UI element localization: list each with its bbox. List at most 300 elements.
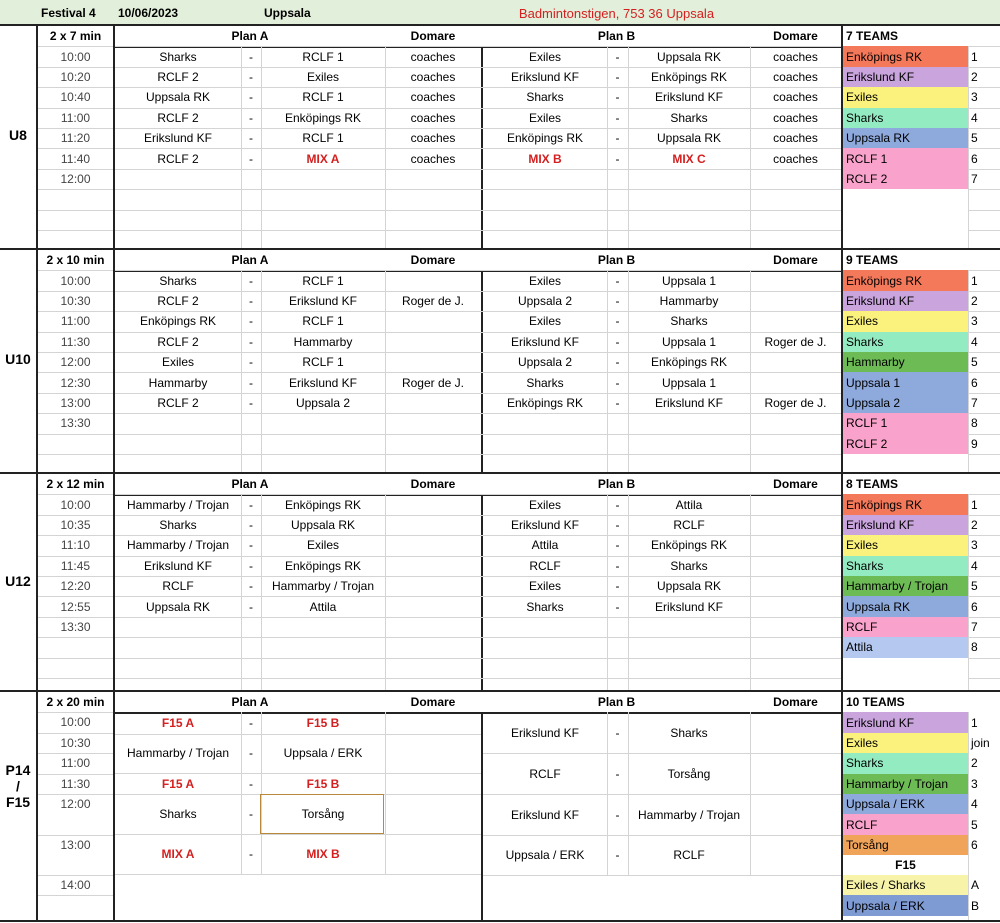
teams-title[interactable]: 9 TEAMS xyxy=(846,253,899,268)
team-name-6[interactable]: Uppsala 2 xyxy=(843,393,968,413)
plan-a-home[interactable]: Sharks xyxy=(159,49,197,64)
plan-a-separator[interactable]: - xyxy=(249,847,253,861)
team-name-5[interactable]: Uppsala 1 xyxy=(843,372,968,392)
plan-a-away[interactable]: Hammarby xyxy=(293,334,353,349)
plan-b-separator[interactable]: - xyxy=(615,807,620,822)
team-name-2[interactable]: Exiles xyxy=(843,535,968,555)
plan-a-separator[interactable]: - xyxy=(249,90,253,105)
plan-a-separator[interactable]: - xyxy=(249,375,253,390)
plan-a-separator[interactable]: - xyxy=(249,273,253,288)
plan-a-referee[interactable] xyxy=(385,556,481,576)
team-name-5[interactable]: RCLF xyxy=(843,814,968,834)
plan-a-separator[interactable]: - xyxy=(249,131,253,146)
match-time[interactable]: 12:55 xyxy=(60,599,91,614)
plan-a-separator[interactable]: - xyxy=(249,395,253,410)
match-time[interactable]: 13:00 xyxy=(60,838,91,853)
plan-b-referee[interactable]: coaches xyxy=(773,110,818,125)
plan-b-home[interactable]: RCLF xyxy=(529,766,561,781)
plan-a-separator[interactable]: - xyxy=(249,538,253,553)
plan-b-home[interactable]: Erikslund KF xyxy=(510,517,580,532)
plan-a-referee[interactable] xyxy=(385,332,481,352)
plan-a-home[interactable]: Sharks xyxy=(159,517,197,532)
plan-b-away[interactable]: Erikslund KF xyxy=(654,395,724,410)
team-name-4[interactable]: Uppsala RK xyxy=(843,128,968,148)
plan-a-referee[interactable]: coaches xyxy=(410,110,456,125)
team-number-1[interactable]: join xyxy=(971,735,990,750)
plan-b-home[interactable]: Attila xyxy=(531,538,559,553)
plan-b-home[interactable]: Exiles xyxy=(528,314,561,329)
team-name-3[interactable]: Sharks xyxy=(843,556,968,576)
plan-b-separator[interactable]: - xyxy=(615,599,620,614)
plan-a-home[interactable]: Hammarby xyxy=(148,375,208,390)
team-number-1[interactable]: 2 xyxy=(971,69,978,84)
plan-b-separator[interactable]: - xyxy=(615,395,620,410)
plan-b-away[interactable]: Hammarby xyxy=(659,293,719,308)
plan-b-separator[interactable]: - xyxy=(615,538,620,553)
teams-title[interactable]: 10 TEAMS xyxy=(846,695,905,710)
match-time[interactable]: 13:30 xyxy=(60,416,91,431)
plan-a-away[interactable]: Uppsala RK xyxy=(290,517,356,532)
plan-a-away[interactable]: Enköpings RK xyxy=(284,110,362,125)
plan-b-home[interactable]: Sharks xyxy=(526,90,564,105)
plan-a-home[interactable]: RCLF 2 xyxy=(157,69,199,84)
team-name-1[interactable]: Erikslund KF xyxy=(843,67,968,87)
plan-b-away[interactable]: Uppsala 1 xyxy=(661,375,717,390)
plan-b-away[interactable]: Enköpings RK xyxy=(650,538,728,553)
plan-a-separator[interactable]: - xyxy=(249,746,253,760)
team-name-0[interactable]: Enköpings RK xyxy=(843,46,968,66)
plan-b-separator[interactable]: - xyxy=(615,847,620,862)
plan-a-separator[interactable]: - xyxy=(249,355,253,370)
team-number-4[interactable]: 5 xyxy=(971,579,978,594)
plan-b-away[interactable]: Uppsala RK xyxy=(656,131,722,146)
match-time[interactable]: 10:35 xyxy=(60,517,91,532)
plan-a-away[interactable]: RCLF 1 xyxy=(302,273,344,288)
plan-b-home[interactable]: Sharks xyxy=(526,375,564,390)
plan-a-header[interactable]: Plan A xyxy=(231,695,269,710)
section-name[interactable]: U8 xyxy=(9,127,27,143)
team-number-2[interactable]: 2 xyxy=(971,756,978,771)
f15-team-number-1[interactable]: B xyxy=(971,898,980,913)
plan-b-separator[interactable]: - xyxy=(615,293,620,308)
plan-b-home[interactable]: Exiles xyxy=(528,49,561,64)
plan-a-referee[interactable]: coaches xyxy=(410,131,456,146)
team-number-5[interactable]: 6 xyxy=(971,151,978,166)
plan-b-home[interactable]: Uppsala 2 xyxy=(517,293,573,308)
f15-team-number-0[interactable]: A xyxy=(971,878,980,893)
plan-a-referee[interactable] xyxy=(385,393,481,413)
match-time[interactable]: 11:30 xyxy=(60,334,91,349)
plan-b-away[interactable]: RCLF xyxy=(673,847,705,862)
plan-a-separator[interactable]: - xyxy=(249,716,253,730)
team-number-5[interactable]: 5 xyxy=(971,817,978,832)
plan-a-referee[interactable] xyxy=(385,270,481,290)
plan-a-header[interactable]: Plan A xyxy=(231,29,269,44)
plan-a-away[interactable]: Exiles xyxy=(306,69,339,84)
plan-b-away[interactable]: RCLF xyxy=(673,517,705,532)
match-time[interactable]: 10:00 xyxy=(60,49,91,64)
plan-a-away[interactable]: Attila xyxy=(309,599,337,614)
team-name-0[interactable]: Enköpings RK xyxy=(843,494,968,514)
match-time[interactable]: 12:00 xyxy=(60,355,91,370)
plan-b-away[interactable]: Enköpings RK xyxy=(650,355,728,370)
plan-a-separator[interactable]: - xyxy=(249,151,253,166)
section-format[interactable]: 2 x 7 min xyxy=(49,29,102,44)
plan-a-away[interactable]: RCLF 1 xyxy=(302,49,344,64)
team-name-6[interactable]: RCLF 2 xyxy=(843,169,968,189)
plan-a-home[interactable]: Hammarby / Trojan xyxy=(126,746,230,760)
plan-b-away[interactable]: Sharks xyxy=(670,110,708,125)
plan-b-referee[interactable] xyxy=(750,596,841,616)
plan-b-separator[interactable]: - xyxy=(615,725,620,740)
plan-a-separator[interactable]: - xyxy=(249,807,253,821)
f15-team-name-1[interactable]: Uppsala / ERK xyxy=(843,895,968,915)
team-number-2[interactable]: 3 xyxy=(971,314,978,329)
team-name-3[interactable]: Hammarby / Trojan xyxy=(843,774,968,794)
plan-b-separator[interactable]: - xyxy=(615,375,620,390)
plan-b-home[interactable]: Enköpings RK xyxy=(506,395,584,410)
plan-b-header[interactable]: Plan B xyxy=(597,253,636,268)
team-number-3[interactable]: 4 xyxy=(971,334,978,349)
plan-a-separator[interactable]: - xyxy=(249,110,253,125)
team-number-8[interactable]: 9 xyxy=(971,436,978,451)
plan-b-referee[interactable] xyxy=(750,372,841,392)
plan-a-home[interactable]: Erikslund KF xyxy=(143,131,213,146)
plan-b-home[interactable]: Erikslund KF xyxy=(510,69,580,84)
match-time[interactable]: 10:30 xyxy=(60,293,91,308)
plan-b-separator[interactable]: - xyxy=(615,579,620,594)
section-format[interactable]: 2 x 12 min xyxy=(46,477,105,492)
plan-a-separator[interactable]: - xyxy=(249,517,253,532)
plan-a-referee[interactable]: coaches xyxy=(410,49,456,64)
plan-b-home[interactable]: Exiles xyxy=(528,110,561,125)
plan-b-separator[interactable]: - xyxy=(615,517,620,532)
domare-a-header[interactable]: Domare xyxy=(410,29,456,44)
team-name-6[interactable]: RCLF xyxy=(843,617,968,637)
match-time[interactable]: 10:20 xyxy=(60,69,91,84)
plan-a-home[interactable]: RCLF 2 xyxy=(157,110,199,125)
plan-b-separator[interactable]: - xyxy=(615,497,620,512)
team-number-2[interactable]: 3 xyxy=(971,90,978,105)
team-name-7[interactable]: RCLF 1 xyxy=(843,413,968,433)
team-name-6[interactable]: Torsång xyxy=(843,835,968,855)
plan-b-separator[interactable]: - xyxy=(615,90,620,105)
plan-a-separator[interactable]: - xyxy=(249,777,253,791)
plan-a-home[interactable]: Erikslund KF xyxy=(143,558,213,573)
plan-b-referee[interactable] xyxy=(750,352,841,372)
plan-a-separator[interactable]: - xyxy=(249,497,253,512)
plan-b-home[interactable]: Erikslund KF xyxy=(510,334,580,349)
plan-b-referee[interactable]: coaches xyxy=(773,69,818,84)
plan-a-home[interactable]: Enköpings RK xyxy=(139,314,217,329)
plan-b-referee[interactable] xyxy=(750,556,841,576)
team-number-0[interactable]: 1 xyxy=(971,497,978,512)
teams-title[interactable]: 7 TEAMS xyxy=(846,29,899,44)
plan-a-referee[interactable]: coaches xyxy=(410,90,456,105)
plan-b-referee[interactable]: Roger de J. xyxy=(764,395,827,410)
plan-b-referee[interactable] xyxy=(750,494,841,514)
section-name[interactable]: U12 xyxy=(5,573,31,589)
plan-a-referee[interactable]: Roger de J. xyxy=(401,293,465,308)
match-time[interactable]: 10:30 xyxy=(60,736,91,751)
team-number-4[interactable]: 4 xyxy=(971,797,978,812)
team-number-3[interactable]: 3 xyxy=(971,776,978,791)
plan-b-away[interactable]: Uppsala RK xyxy=(656,49,722,64)
match-time[interactable]: 10:00 xyxy=(60,715,91,730)
plan-a-home[interactable]: RCLF 2 xyxy=(157,151,199,166)
plan-b-separator[interactable]: - xyxy=(615,334,620,349)
plan-b-referee[interactable]: Roger de J. xyxy=(764,334,827,349)
match-time[interactable]: 12:20 xyxy=(60,579,91,594)
plan-a-referee[interactable] xyxy=(385,352,481,372)
team-name-3[interactable]: Sharks xyxy=(843,108,968,128)
plan-a-referee[interactable] xyxy=(385,576,481,596)
domare-b-header[interactable]: Domare xyxy=(773,695,818,710)
match-time[interactable]: 11:40 xyxy=(60,151,91,166)
match-time[interactable]: 11:10 xyxy=(60,538,91,553)
plan-b-separator[interactable]: - xyxy=(615,558,620,573)
plan-b-header[interactable]: Plan B xyxy=(597,29,636,44)
plan-b-referee[interactable] xyxy=(750,515,841,535)
plan-a-home[interactable]: RCLF xyxy=(162,579,194,594)
plan-a-home[interactable]: Sharks xyxy=(159,807,197,821)
plan-a-home[interactable]: Exiles xyxy=(161,355,194,370)
domare-b-header[interactable]: Domare xyxy=(773,253,818,268)
team-name-0[interactable]: Erikslund KF xyxy=(843,712,968,732)
match-time[interactable]: 10:00 xyxy=(60,497,91,512)
domare-a-header[interactable]: Domare xyxy=(410,695,456,710)
plan-a-away[interactable]: Erikslund KF xyxy=(288,375,358,390)
plan-a-away[interactable]: Hammarby / Trojan xyxy=(271,579,375,594)
match-time[interactable]: 11:20 xyxy=(60,131,91,146)
plan-b-home[interactable]: RCLF xyxy=(529,558,561,573)
plan-b-away[interactable]: Sharks xyxy=(670,314,708,329)
plan-b-away[interactable]: MIX C xyxy=(672,151,706,166)
plan-b-home[interactable]: Erikslund KF xyxy=(510,807,580,822)
match-time[interactable]: 14:00 xyxy=(60,878,91,893)
plan-a-home[interactable]: Uppsala RK xyxy=(145,599,211,614)
team-name-7[interactable]: Attila xyxy=(843,637,968,657)
plan-a-home[interactable]: F15 A xyxy=(161,716,195,730)
plan-a-away[interactable]: Uppsala / ERK xyxy=(283,746,363,760)
plan-b-referee[interactable]: coaches xyxy=(773,131,818,146)
team-name-0[interactable]: Enköpings RK xyxy=(843,270,968,290)
plan-b-referee[interactable] xyxy=(750,270,841,290)
plan-b-away[interactable]: Hammarby / Trojan xyxy=(637,807,741,822)
plan-a-away[interactable]: F15 B xyxy=(306,716,340,730)
plan-a-home[interactable]: Hammarby / Trojan xyxy=(126,497,230,512)
match-time[interactable]: 13:30 xyxy=(60,619,91,634)
plan-a-away[interactable]: Enköpings RK xyxy=(284,558,362,573)
plan-a-home[interactable]: F15 A xyxy=(161,777,195,791)
team-number-3[interactable]: 4 xyxy=(971,558,978,573)
plan-a-separator[interactable]: - xyxy=(249,599,253,614)
plan-b-away[interactable]: Uppsala RK xyxy=(656,579,722,594)
plan-b-home[interactable]: Exiles xyxy=(528,273,561,288)
section-format[interactable]: 2 x 10 min xyxy=(46,253,105,268)
team-name-4[interactable]: Hammarby xyxy=(843,352,968,372)
plan-b-separator[interactable]: - xyxy=(615,69,620,84)
plan-a-referee[interactable]: coaches xyxy=(410,151,456,166)
plan-a-home[interactable]: Sharks xyxy=(159,273,197,288)
team-number-4[interactable]: 5 xyxy=(971,131,978,146)
section-format[interactable]: 2 x 20 min xyxy=(46,695,105,710)
plan-b-away[interactable]: Torsång xyxy=(667,766,711,781)
plan-b-away[interactable]: Erikslund KF xyxy=(654,599,724,614)
plan-a-separator[interactable]: - xyxy=(249,69,253,84)
domare-a-header[interactable]: Domare xyxy=(410,253,456,268)
plan-b-referee[interactable]: coaches xyxy=(773,90,818,105)
plan-a-home[interactable]: MIX A xyxy=(161,847,195,861)
plan-a-away[interactable]: RCLF 1 xyxy=(302,131,344,146)
match-time[interactable]: 11:30 xyxy=(60,777,91,792)
team-number-1[interactable]: 2 xyxy=(971,293,978,308)
plan-a-away[interactable]: MIX B xyxy=(306,847,340,861)
plan-a-separator[interactable]: - xyxy=(249,314,253,329)
plan-a-referee[interactable] xyxy=(385,515,481,535)
address-label[interactable]: Badmintonstigen, 753 36 Uppsala xyxy=(518,5,715,21)
plan-b-separator[interactable]: - xyxy=(615,314,620,329)
team-number-4[interactable]: 5 xyxy=(971,355,978,370)
match-time[interactable]: 12:00 xyxy=(60,797,91,812)
team-name-5[interactable]: Uppsala RK xyxy=(843,596,968,616)
plan-a-away[interactable]: RCLF 1 xyxy=(302,355,344,370)
team-name-8[interactable]: RCLF 2 xyxy=(843,434,968,454)
plan-b-away[interactable]: Sharks xyxy=(670,725,708,740)
team-number-6[interactable]: 7 xyxy=(971,171,978,186)
teams-title[interactable]: 8 TEAMS xyxy=(846,477,899,492)
domare-b-header[interactable]: Domare xyxy=(773,29,818,44)
f15-title[interactable]: F15 xyxy=(895,858,916,872)
plan-b-separator[interactable]: - xyxy=(615,131,620,146)
team-number-2[interactable]: 3 xyxy=(971,538,978,553)
plan-b-home[interactable]: MIX B xyxy=(528,151,562,166)
plan-a-away[interactable]: MIX A xyxy=(306,151,340,166)
plan-a-home[interactable]: Hammarby / Trojan xyxy=(126,538,230,553)
match-time[interactable]: 11:00 xyxy=(60,756,91,771)
team-name-4[interactable]: Uppsala / ERK xyxy=(843,794,968,814)
plan-b-home[interactable]: Enköpings RK xyxy=(506,131,584,146)
f15-team-name-0[interactable]: Exiles / Sharks xyxy=(843,875,968,895)
team-name-2[interactable]: Exiles xyxy=(843,87,968,107)
team-number-3[interactable]: 4 xyxy=(971,110,978,125)
plan-b-separator[interactable]: - xyxy=(615,151,620,166)
plan-a-header[interactable]: Plan A xyxy=(231,253,269,268)
plan-a-away[interactable]: Torsång xyxy=(301,807,345,821)
plan-b-away[interactable]: Enköpings RK xyxy=(650,69,728,84)
plan-b-home[interactable]: Exiles xyxy=(528,497,561,512)
team-number-5[interactable]: 6 xyxy=(971,375,978,390)
plan-a-separator[interactable]: - xyxy=(249,334,253,349)
team-name-1[interactable]: Erikslund KF xyxy=(843,291,968,311)
section-name[interactable]: U10 xyxy=(5,351,31,367)
plan-b-home[interactable]: Sharks xyxy=(526,599,564,614)
plan-b-separator[interactable]: - xyxy=(615,273,620,288)
plan-b-away[interactable]: Erikslund KF xyxy=(654,90,724,105)
team-number-0[interactable]: 1 xyxy=(971,715,978,730)
plan-a-separator[interactable]: - xyxy=(249,49,253,64)
plan-a-header[interactable]: Plan A xyxy=(231,477,269,492)
plan-a-referee[interactable] xyxy=(385,596,481,616)
domare-a-header[interactable]: Domare xyxy=(410,477,456,492)
plan-b-referee[interactable] xyxy=(750,291,841,311)
plan-a-home[interactable]: RCLF 2 xyxy=(157,395,199,410)
match-time[interactable]: 10:00 xyxy=(60,273,91,288)
plan-a-referee[interactable] xyxy=(385,535,481,555)
plan-b-header[interactable]: Plan B xyxy=(597,695,636,710)
team-number-0[interactable]: 1 xyxy=(971,49,978,64)
team-number-6[interactable]: 7 xyxy=(971,395,978,410)
plan-a-referee[interactable] xyxy=(385,494,481,514)
plan-b-separator[interactable]: - xyxy=(615,355,620,370)
match-time[interactable]: 12:00 xyxy=(60,171,91,186)
plan-a-away[interactable]: Exiles xyxy=(306,538,339,553)
plan-a-separator[interactable]: - xyxy=(249,579,253,594)
plan-b-separator[interactable]: - xyxy=(615,766,620,781)
match-time[interactable]: 11:45 xyxy=(60,558,91,573)
plan-b-referee[interactable]: coaches xyxy=(773,151,818,166)
team-name-2[interactable]: Sharks xyxy=(843,753,968,773)
plan-a-referee[interactable] xyxy=(385,311,481,331)
plan-a-home[interactable]: Uppsala RK xyxy=(145,90,211,105)
plan-b-header[interactable]: Plan B xyxy=(597,477,636,492)
team-number-6[interactable]: 7 xyxy=(971,619,978,634)
plan-a-home[interactable]: RCLF 2 xyxy=(157,293,199,308)
team-name-1[interactable]: Exiles xyxy=(843,733,968,753)
plan-a-away[interactable]: Erikslund KF xyxy=(288,293,358,308)
match-time[interactable]: 11:00 xyxy=(60,314,91,329)
plan-a-away[interactable]: RCLF 1 xyxy=(302,90,344,105)
team-number-1[interactable]: 2 xyxy=(971,517,978,532)
match-time[interactable]: 11:00 xyxy=(60,110,91,125)
plan-b-home[interactable]: Uppsala / ERK xyxy=(505,847,585,862)
match-time[interactable]: 10:40 xyxy=(60,90,91,105)
team-number-7[interactable]: 8 xyxy=(971,640,978,655)
festival-label[interactable]: Festival 4 xyxy=(41,6,96,20)
plan-a-home[interactable]: RCLF 2 xyxy=(157,334,199,349)
plan-b-away[interactable]: Attila xyxy=(675,497,703,512)
plan-b-separator[interactable]: - xyxy=(615,110,620,125)
plan-a-away[interactable]: Uppsala 2 xyxy=(295,395,351,410)
match-time[interactable]: 13:00 xyxy=(60,395,91,410)
plan-b-referee[interactable] xyxy=(750,311,841,331)
domare-b-header[interactable]: Domare xyxy=(773,477,818,492)
plan-a-away[interactable]: Enköpings RK xyxy=(284,497,362,512)
plan-b-home[interactable]: Exiles xyxy=(528,579,561,594)
city-label[interactable]: Uppsala xyxy=(264,6,311,20)
team-name-2[interactable]: Exiles xyxy=(843,311,968,331)
plan-a-separator[interactable]: - xyxy=(249,558,253,573)
plan-a-separator[interactable]: - xyxy=(249,293,253,308)
plan-b-away[interactable]: Uppsala 1 xyxy=(661,273,717,288)
plan-a-referee[interactable]: coaches xyxy=(410,69,456,84)
plan-a-away[interactable]: F15 B xyxy=(306,777,340,791)
match-time[interactable]: 12:30 xyxy=(60,375,91,390)
plan-b-referee[interactable]: coaches xyxy=(773,49,818,64)
date-label[interactable]: 10/06/2023 xyxy=(118,6,179,20)
team-name-5[interactable]: RCLF 1 xyxy=(843,148,968,168)
team-number-5[interactable]: 6 xyxy=(971,599,978,614)
plan-a-away[interactable]: RCLF 1 xyxy=(302,314,344,329)
plan-b-referee[interactable] xyxy=(750,535,841,555)
plan-b-referee[interactable] xyxy=(750,576,841,596)
team-number-7[interactable]: 8 xyxy=(971,416,978,431)
team-name-4[interactable]: Hammarby / Trojan xyxy=(843,576,968,596)
plan-a-referee[interactable]: Roger de J. xyxy=(401,375,465,390)
plan-b-home[interactable]: Uppsala 2 xyxy=(517,355,573,370)
plan-b-separator[interactable]: - xyxy=(615,49,620,64)
team-name-3[interactable]: Sharks xyxy=(843,332,968,352)
